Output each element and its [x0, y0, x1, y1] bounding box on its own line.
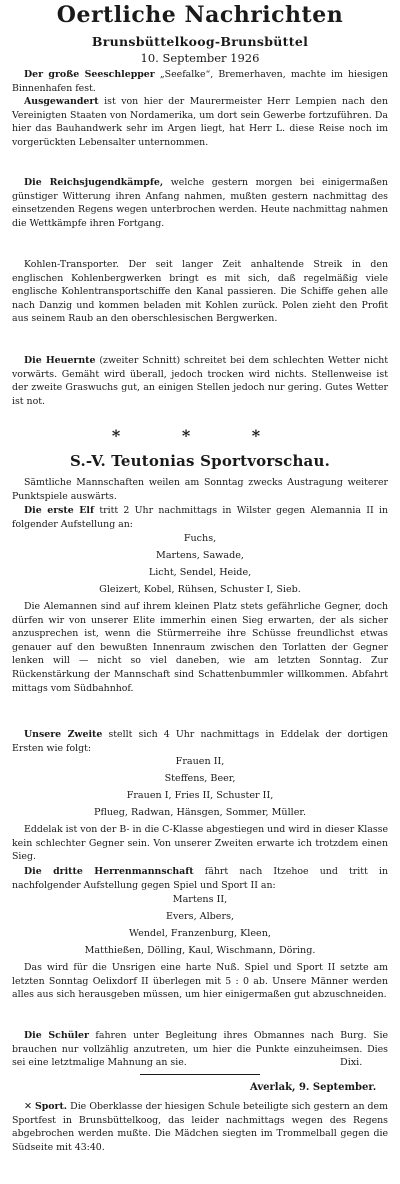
- article-heuernte: [12, 354, 388, 408]
- lineup-line: Gleizert, Kobel, Rühsen, Schuster I, Sieb.: [99, 584, 301, 595]
- lineup-line: Frauen II,: [175, 756, 225, 767]
- team-text: fahren unter Begleitung ihres Obmannes nach Burg. Sie brauchen nur vollzählig anzutreten, um hier die Punkte einzuheimsen. Dies sei eine letztmalige Mahnung an sie.: [12, 1030, 389, 1069]
- article-text: (zweiter Schnitt) schreitet bei dem schlechten Wetter nicht vorwärts. Gemäht wird überall, jedoch trocken wird nichts. Stellenweise ist der zweite Graswuchs gut, an einigen Stellen jedoch nur gering. Gutes Wetter ist not.: [12, 355, 389, 407]
- second-team-report: Eddelak ist von der B- in die C-Klasse abgestiegen und wird in dieser Klasse kein schlechter Gegner sein. Von unserer Zweiten erwarte ich trotzdem einen Sieg.: [12, 824, 388, 863]
- team-text: tritt 2 Uhr nachmittags in Wilster gegen Alemannia II in folgender Aufstellung an:: [12, 505, 388, 530]
- team-lead: Die dritte Herrenmannschaft: [24, 866, 194, 877]
- sport-intro: Sämtliche Mannschaften weilen am Sonntag zwecks Austragung weiterer Punktspiele auswärts.: [12, 477, 388, 502]
- third-team-report: Das wird für die Unsrigen eine harte Nuß. Spiel und Sport II setzte am letzten Sonntag Oelixdorf II überlegen mit 5 : 0 ab. Unsere Männer werden alles aus sich herausgeben müssen, um hier einigermaßen gut abzuschneiden.: [12, 962, 388, 1001]
- article-lead: Ausgewandert: [24, 96, 99, 107]
- article-lead: Die Heuernte: [24, 355, 96, 366]
- lineup-line: Evers, Albers,: [165, 911, 235, 922]
- divider-line: [140, 1074, 260, 1075]
- lineup-line: Martens, Sawade,: [156, 550, 244, 561]
- team-text: fährt nach Itzehoe und tritt in nachfolgender Aufstellung gegen Spiel und Sport II an:: [12, 866, 389, 891]
- lineup-line: Matthießen, Dölling, Kaul, Wischmann, Döring.: [84, 945, 316, 956]
- third-team-intro: [12, 865, 388, 892]
- lineup-line: Frauen I, Fries II, Schuster II,: [126, 790, 274, 801]
- page-title: Oertliche Nachrichten: [56, 2, 344, 28]
- lineup-line: Fuchs,: [183, 533, 217, 544]
- team-lead: Die Schüler: [24, 1030, 89, 1041]
- team-lead: Die erste Elf: [24, 505, 95, 516]
- article-lead: Der große Seeschlepper: [24, 69, 155, 80]
- averlak-sport-article: [12, 1100, 388, 1154]
- article-text: Der seit langer Zeit anhaltende Streik in den englischen Kohlenbergwerken bringt es mit sich, daß regelmäßig viele englische Kohlentransportschiffe den Kanal passieren. Die Schiffe gehen alle nach Danzig und kommen beladen mit Kohlen zurück. Polen zieht den Profit aus seinem Raub an den oberschlesischen Bergwerken.: [12, 259, 388, 325]
- lineup-line: Steffens, Beer,: [164, 773, 236, 784]
- article-ausgewandert: [12, 95, 388, 149]
- page-subtitle: Brunsbüttelkoog-Brunsbüttel: [91, 34, 309, 49]
- article-text: Die Oberklasse der hiesigen Schule beteiligte sich gestern an dem Sportfest in Brunsbüttelkoog, das leider nachmittags wegen des Regens abgebrochen werden mußte. Die Mädchen siegten im Trommelball gegen die Südseite mit 43:40.: [12, 1101, 389, 1153]
- team-lead: Unsere Zweite: [24, 729, 103, 740]
- article-seeschlepper: [12, 68, 388, 95]
- second-team-intro: [12, 728, 388, 755]
- pupils-notice: [12, 1029, 388, 1070]
- lineup-line: Pflueg, Radwan, Hänsgen, Sommer, Müller.: [94, 807, 306, 818]
- lineup-line: Wendel, Franzenburg, Kleen,: [129, 928, 271, 939]
- article-lead: Die Reichsjugendkämpfe,: [24, 177, 164, 188]
- sport-heading: S.-V. Teutonias Sportvorschau.: [69, 452, 331, 470]
- article-text: ist von hier der Maurermeister Herr Lempien nach den Vereinigten Staaten von Nordamerika, um dort sein Gewerbe fortzuführen. Da hier das Bauhandwerk sehr im Argen liegt, hat Herr L. diese Reise noch im vorgerückten Lebensalter unternommen.: [12, 96, 388, 148]
- cross-icon: ✕: [24, 1101, 32, 1112]
- lineup-line: Licht, Sendel, Heide,: [148, 567, 252, 578]
- article-text: welche gestern morgen bei einigermaßen günstiger Witterung ihren Anfang nahmen, mußten gestern nachmittag des einsetzenden Regens wegen unterbrochen werden. Heute nachmittag nahmen die Wettkämpfe ihren Fortgang.: [12, 177, 388, 229]
- first-team-intro: [12, 504, 388, 531]
- article-reichsjugendkaempfe: [12, 176, 388, 230]
- article-text: „Seefalke“, Bremerhaven, machte im hiesigen Binnenhafen fest.: [12, 69, 388, 94]
- first-team-report: Die Alemannen sind auf ihrem kleinen Platz stets gefährliche Gegner, doch dürfen wir von unserer Elite immerhin einen Sieg erwarten, der als sicher anzusprechen ist, wenn die Stürmerreihe ihre Schüsse freundlichst etwas genauer auf den bewußten Innenraum zwischen den Torlatten der Gegner lenken will — nicht so viel daneben, wie am letzten Sonntag. Zur Rückenstärkung der Mannschaft sind Schattenbummler willkommen. Abfahrt mittags vom Südbahnhof.: [12, 601, 388, 694]
- author-signature: Dixi.: [340, 1057, 363, 1068]
- averlak-dateline: Averlak, 9. September.: [250, 1082, 377, 1093]
- article-lead: Kohlen-Transporter.: [24, 259, 119, 270]
- article-lead: Sport.: [34, 1101, 68, 1112]
- section-separator: * * *: [111, 426, 289, 445]
- issue-date: 10. September 1926: [140, 51, 260, 65]
- team-text: stellt sich 4 Uhr nachmittags in Eddelak der dortigen Ersten wie folgt:: [12, 729, 388, 754]
- article-kohlen-transporter: [12, 258, 388, 326]
- lineup-line: Martens II,: [172, 894, 228, 905]
